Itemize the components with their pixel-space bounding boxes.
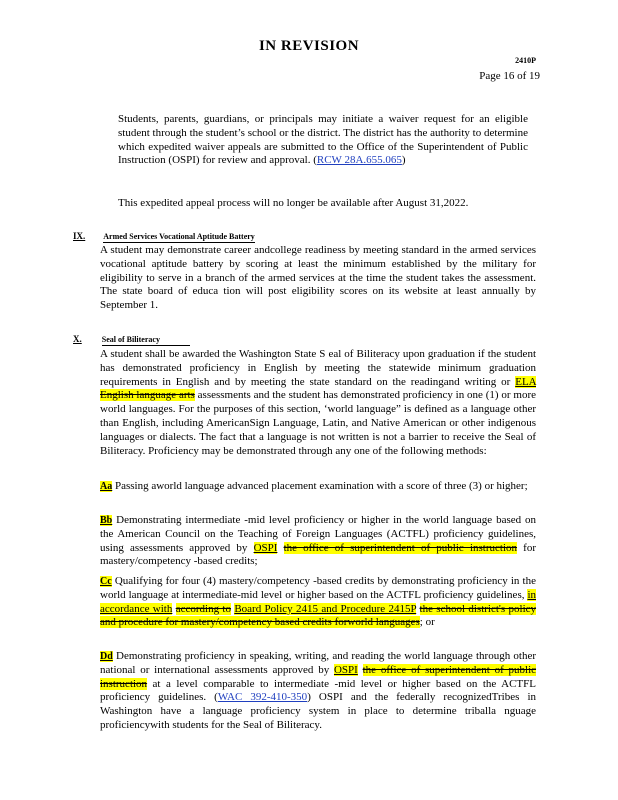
waiver-paragraph [118,113,528,168]
deleted-according-to: according to [175,602,231,615]
item-text: Qualifying for four (4) mastery/competency -based credits by demonstrating proficiency in the world language at intermediate-mid level or higher based on the ACTFL proficiency guidelines, [100,575,536,601]
section-x-heading [73,329,190,347]
item-marker: Dd [100,651,113,662]
list-item [100,575,536,630]
waiver-text-end: ) [401,154,406,167]
inserted-ospi: OSPI [253,541,278,554]
section-x-number: X. [73,334,82,344]
deleted-office-of-superintendent: the office of superintendent of public instruction [283,541,518,554]
page-title: IN REVISION [258,38,360,54]
section-ix-number: IX. [73,231,86,241]
item-text-mid: at a level comparable to intermediate -mid level or higher based on the ACTFL proficiency guidelines. ( [100,677,536,704]
section-x-title: Seal of Biliteracy [102,335,190,346]
section-ix-heading [73,226,255,244]
item-marker: Cc [100,576,112,587]
list-item [100,650,536,733]
deleted-office-of-superintendent: the office of superintendent of public instruction [100,663,537,690]
deleted-english-language-arts: English language arts [100,389,195,402]
expedited-appeal-paragraph: This expedited appeal process will no longer be available after August 31,2022. [118,197,469,209]
item-text-end: ; or [419,616,435,629]
section-ix-title: Armed Services Vocational Aptitude Battery [103,232,255,241]
list-item [100,480,536,494]
inserted-board-policy: Board Policy 2415 and Procedure 2415P [234,602,417,615]
item-text-end: ) OSPI and the federally recognizedTribes in Washington have a language proficiency system in place to determine triballa nguage proficiencywith students for the Seal of Biliteracy. [100,691,536,731]
item-text-end: for mastery/competency -based credits; [100,541,536,568]
item-marker: Aa [100,481,113,492]
list-item [100,514,536,569]
inserted-ela: ELA [515,375,536,388]
item-text: Passing aworld language advanced placement examination with a score of three (3) or higher; [114,480,528,492]
deleted-district-policy: the school district's policy and procedure for mastery/competency based credits forworld languages [100,602,537,629]
section-x-body [100,348,536,458]
page-number: Page 16 of 19 [479,70,540,82]
waiver-text: Students, parents, guardians, or principals may initiate a waiver request for an eligible student through the student’s school or the district. The district has the authority to determine which expedited waiver appeals are submitted to the Office of the Superintendent of Public Instruction (OSPI) for review and approval. ( [118,113,528,167]
inserted-in-accordance-with: in accordance with [100,588,536,615]
section-ix-body: A student may demonstrate career andcollege readiness by meeting standard in the armed services vocational aptitude battery by scoring at least the minimum established by the military for eligibility to serve in a branch of the armed services at the time the student takes the assessment. The state board of educa tion will post eligibility scores on its website at least annually by September 1. [100,244,536,312]
document-number: 2410P [515,56,536,65]
inserted-ospi: OSPI [333,663,358,676]
rcw-link[interactable]: RCW 28A.655.065 [316,154,402,167]
item-text: Demonstrating intermediate -mid level proficiency or higher in the world language based on the American Council on the Teaching of Foreign Languages (ACTFL) proficiency guidelines, using assessments approved by [100,514,536,554]
item-text: Demonstrating proficiency in speaking, writing, and reading the world language through other national or international assessments approved by [100,650,537,676]
section-x-body-text-2: assessments and the student has demonstrated proficiency in one (1) or more world languages. For the purposes of this section, ‘world language” is defined as a language other than English, including AmericanSign Language, Latin, and Native American or other indigenous languages or dialects. The fact that a language is not written is not a barrier to receive the Seal of Biliteracy. Proficiency may be demonstrated through any one of the following methods: [100,389,536,457]
item-marker: Bb [100,515,113,526]
section-x-body-text: A student shall be awarded the Washington State S eal of Biliteracy upon graduation if the student has demonstrated proficiency in English by meeting the statewide minimum graduation requirements in English and by meeting the state standard on the readingand writing or [100,348,536,388]
wac-link[interactable]: WAC 392-410-350 [217,691,308,704]
